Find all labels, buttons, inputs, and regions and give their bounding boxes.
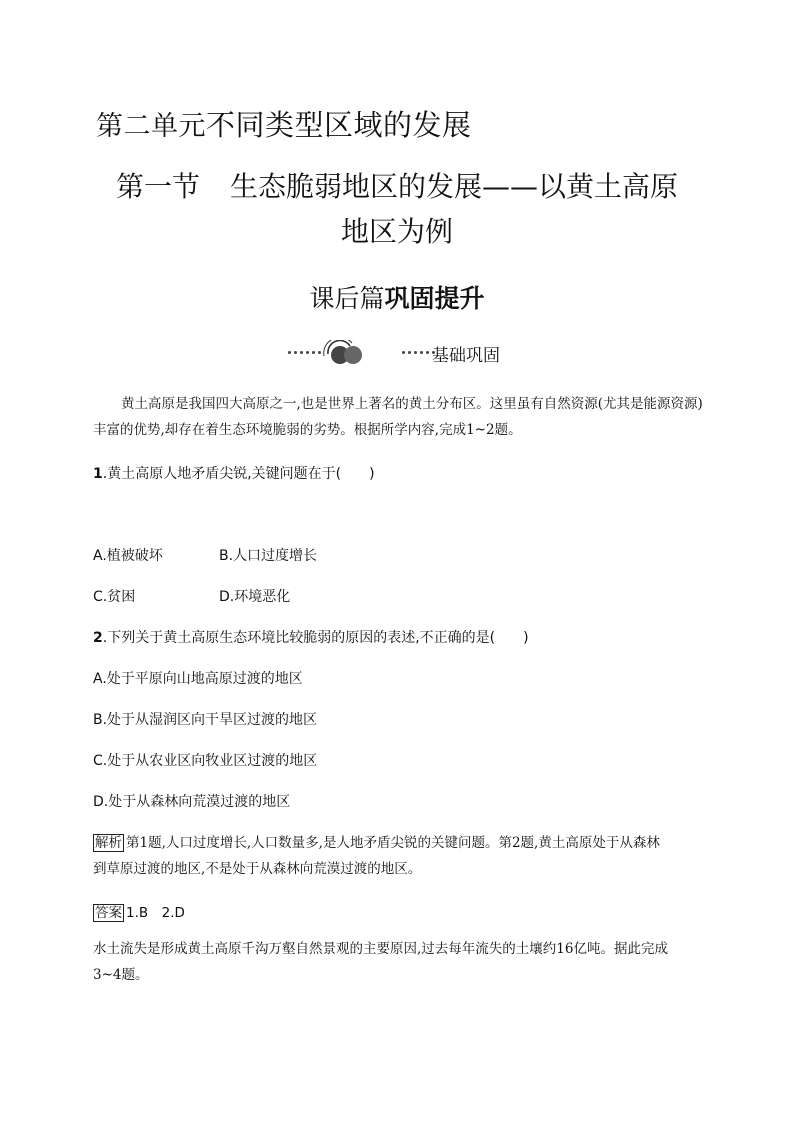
analysis-block [93, 830, 703, 882]
unit-title [96, 103, 472, 144]
badge-label: 基础巩固 [432, 346, 500, 366]
section-title-line1: 生态脆弱地区的发展——以黄土高原 [230, 170, 679, 203]
analysis-line2: 到草原过渡的地区,不是处于从森林向荒漠过渡的地区。 [93, 861, 422, 877]
answer-tag: 答案 [95, 905, 122, 921]
section-badge [288, 340, 548, 366]
answer-block [93, 901, 185, 922]
section-title [0, 165, 794, 205]
unit-prefix: 第二单元 [96, 111, 206, 142]
material-paragraph-1: 黄土高原是我国四大高原之一,也是世界上著名的黄土分布区。这里虽有自然资源(尤其是能源资源)丰富的优势,却存在着生态环境脆弱的劣势。根据所学内容,完成1~2题。 [93, 396, 703, 438]
dots-right [402, 351, 435, 355]
unit-title-text: 不同类型区域的发展 [206, 108, 472, 142]
material-paragraph-2 [93, 936, 703, 988]
badge-circles-icon [322, 340, 370, 366]
section-title-line2: 地区为例 [340, 215, 453, 248]
q2-option-d: D.处于从森林向荒漠过渡的地区 [93, 794, 291, 810]
question-1-stem: .黄土高原人地矛盾尖锐,关键问题在于( ) [102, 466, 375, 482]
q1-option-d: D.环境恶化 [219, 589, 291, 605]
q2-option-b: B.处于从湿润区向干旱区过渡的地区 [93, 712, 318, 728]
q2-option-c: C.处于从农业区向牧业区过渡的地区 [93, 753, 318, 769]
material2-line1: 水土流失是形成黄土高原千沟万壑自然景观的主要原因,过去每年流失的土壤约16亿吨。据此完成 [93, 941, 668, 957]
dots-left [288, 351, 321, 355]
question-2 [93, 627, 529, 647]
course-title [0, 279, 794, 315]
question-2-stem: .下列关于黄土高原生态环境比较脆弱的原因的表述,不正确的是( ) [102, 630, 529, 646]
question-2-number: 2 [93, 630, 103, 646]
analysis-tag: 解析 [95, 835, 122, 851]
section-label: 第一节 [115, 170, 200, 203]
material2-line2: 3~4题。 [93, 967, 149, 983]
analysis-line1: 第1题,人口过度增长,人口数量多,是人地矛盾尖锐的关键问题。第2题,黄土高原处于从森林 [126, 835, 660, 851]
question-1 [93, 463, 375, 483]
q1-option-b: B.人口过度增长 [219, 548, 318, 564]
course-bold: 巩固提升 [384, 284, 485, 313]
q1-option-a: A.植被破坏 [93, 548, 163, 564]
answer-text: 1.B 2.D [126, 905, 185, 921]
q2-option-a: A.处于平原向山地高原过渡的地区 [93, 671, 303, 687]
question-1-number: 1 [93, 466, 103, 482]
q1-option-c: C.贫困 [93, 589, 136, 605]
course-prefix: 课后篇 [309, 284, 385, 313]
